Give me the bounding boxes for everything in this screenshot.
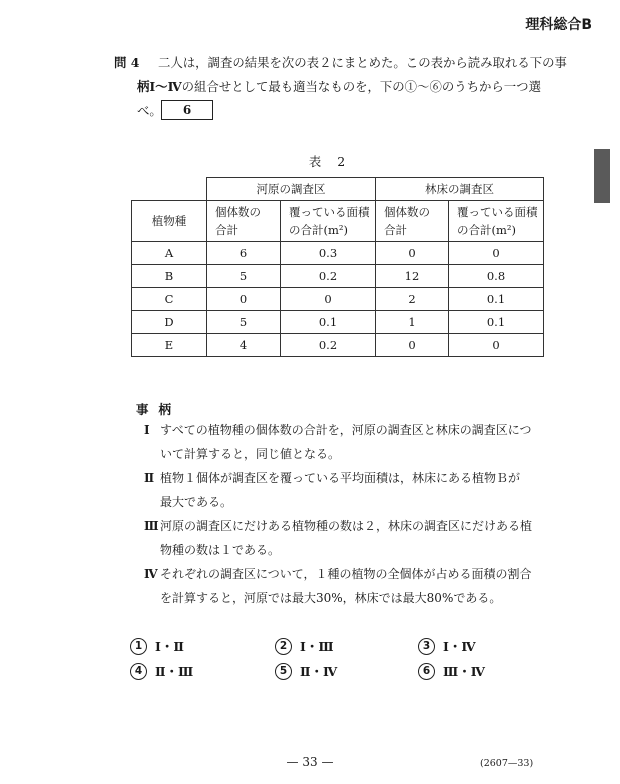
table-cell: 0.1 bbox=[449, 311, 544, 334]
option-6[interactable] bbox=[418, 662, 485, 680]
col-header-forest-area: 覆っている面積 の合計(m²) bbox=[449, 201, 544, 242]
option-pair: Ⅲ・Ⅳ bbox=[443, 664, 485, 679]
table-row bbox=[132, 242, 544, 265]
event-text-line-2: を計算すると，河原では最大30%，林床では最大80%である。 bbox=[160, 591, 502, 605]
species-cell: A bbox=[132, 242, 207, 265]
table-caption: 表 2 bbox=[308, 154, 352, 169]
event-number: Ⅲ bbox=[144, 519, 159, 533]
event-number: Ⅳ bbox=[144, 567, 158, 581]
table-cell: 0 bbox=[281, 288, 376, 311]
group-header-forest-floor: 林床の調査区 bbox=[376, 178, 544, 201]
col-header-forest-count: 個体数の 合計 bbox=[376, 201, 449, 242]
option-1[interactable] bbox=[130, 637, 184, 655]
table-cell: 12 bbox=[376, 265, 449, 288]
table-group-header-row bbox=[132, 178, 544, 201]
species-cell: E bbox=[132, 334, 207, 357]
table-cell: 0.1 bbox=[281, 311, 376, 334]
question-number: 問 4 bbox=[114, 55, 140, 70]
table-cell: 0 bbox=[449, 242, 544, 265]
option-4[interactable] bbox=[130, 662, 193, 680]
event-text-line-1: 河原の調査区にだけある植物種の数は２，林床の調査区にだけある植 bbox=[160, 519, 533, 533]
event-text-line-2: いて計算すると，同じ値となる。 bbox=[160, 447, 341, 461]
table-cell: 4 bbox=[207, 334, 281, 357]
table-row bbox=[132, 334, 544, 357]
species-cell: C bbox=[132, 288, 207, 311]
option-5[interactable] bbox=[275, 662, 337, 680]
table-cell: 0.2 bbox=[281, 334, 376, 357]
table-cell: 2 bbox=[376, 288, 449, 311]
table-cell: 0.3 bbox=[281, 242, 376, 265]
option-number-circle: 2 bbox=[275, 638, 292, 655]
question-line-1: 二人は，調査の結果を次の表２にまとめた。この表から読み取れる下の事 bbox=[158, 55, 567, 70]
table-cell: 0.1 bbox=[449, 288, 544, 311]
table-row bbox=[132, 311, 544, 334]
table-cell: 0 bbox=[207, 288, 281, 311]
species-header: 植物種 bbox=[132, 201, 207, 242]
events-heading: 事柄 bbox=[136, 402, 182, 417]
option-number-circle: 3 bbox=[418, 638, 435, 655]
table-cell: 0 bbox=[376, 242, 449, 265]
table-cell: 0.2 bbox=[281, 265, 376, 288]
event-text-line-2: 物種の数は１である。 bbox=[160, 543, 281, 557]
table-cell: 0 bbox=[449, 334, 544, 357]
table-cell: 5 bbox=[207, 311, 281, 334]
table-cell: 5 bbox=[207, 265, 281, 288]
survey-table bbox=[131, 177, 544, 357]
option-number-circle: 5 bbox=[275, 663, 292, 680]
option-number-circle: 4 bbox=[130, 663, 147, 680]
table-cell: 0 bbox=[376, 334, 449, 357]
group-header-riverbank: 河原の調査区 bbox=[207, 178, 376, 201]
event-text-line-1: それぞれの調査区について，１種の植物の全個体が占める面積の割合 bbox=[160, 567, 532, 581]
option-pair: Ⅰ・Ⅳ bbox=[443, 639, 476, 654]
col-header-riverbank-count: 個体数の 合計 bbox=[207, 201, 281, 242]
option-pair: Ⅰ・Ⅲ bbox=[300, 639, 334, 654]
question-line-2 bbox=[137, 76, 541, 97]
table-row bbox=[132, 288, 544, 311]
event-text-line-1: 植物１個体が調査区を覆っている平均面積は，林床にある植物Ｂが bbox=[160, 471, 521, 485]
table-row bbox=[132, 265, 544, 288]
page-code: (2607—33) bbox=[480, 758, 534, 769]
event-number: Ⅱ bbox=[144, 471, 155, 485]
option-pair: Ⅱ・Ⅲ bbox=[155, 664, 194, 679]
option-pair: Ⅱ・Ⅳ bbox=[300, 664, 338, 679]
option-3[interactable] bbox=[418, 637, 476, 655]
table-cell: 0.8 bbox=[449, 265, 544, 288]
species-cell: D bbox=[132, 311, 207, 334]
event-text-line-2: 最大である。 bbox=[160, 495, 233, 509]
option-number-circle: 1 bbox=[130, 638, 147, 655]
option-pair: Ⅰ・Ⅱ bbox=[155, 639, 184, 654]
table-corner bbox=[132, 178, 207, 201]
species-cell: B bbox=[132, 265, 207, 288]
event-number: Ⅰ bbox=[144, 423, 150, 437]
page-number: — 33 — bbox=[286, 755, 334, 769]
question-line-2-rest: の組合せとして最も適当なものを，下の①～⑥のうちから一つ選 bbox=[181, 79, 541, 94]
table-column-header-row bbox=[132, 201, 544, 242]
table-cell: 6 bbox=[207, 242, 281, 265]
option-number-circle: 6 bbox=[418, 663, 435, 680]
answer-box: 6 bbox=[161, 100, 213, 120]
col-header-riverbank-area: 覆っている面積 の合計(m²) bbox=[281, 201, 376, 242]
question-events-ref: 柄Ⅰ～Ⅳ bbox=[137, 79, 182, 94]
subject-title: 理科総合B bbox=[525, 17, 592, 33]
option-2[interactable] bbox=[275, 637, 334, 655]
event-text-line-1: すべての植物種の個体数の合計を，河原の調査区と林床の調査区につ bbox=[160, 423, 532, 437]
question-line-3: べ。 bbox=[137, 103, 162, 118]
table-cell: 1 bbox=[376, 311, 449, 334]
section-tab-marker bbox=[594, 149, 610, 203]
